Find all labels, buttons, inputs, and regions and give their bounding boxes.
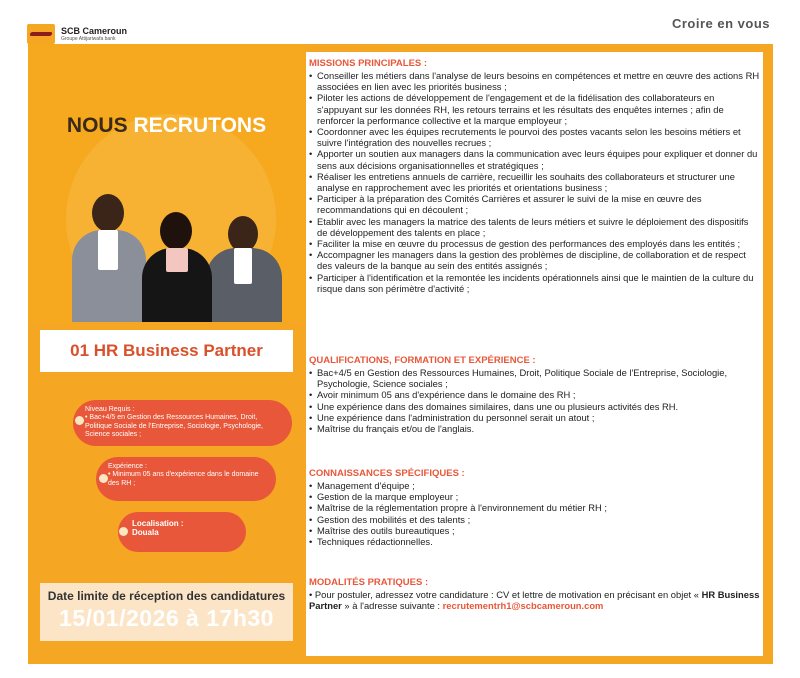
timeline-dot [119, 527, 128, 536]
application-email-link[interactable]: recrutementrh1@scbcameroun.com [442, 600, 604, 612]
list-item: • Accompagner les managers dans la gestion des problèmes de discipline, de collaboration et de respect des valeurs de la banque au sein des entités assignés ; [309, 249, 761, 271]
timeline-dot [75, 416, 84, 425]
list-item: • Etablir avec les managers la matrice des talents de leurs métiers et suivre le déploiement des dispositifs de développement des talents en place ; [309, 216, 761, 238]
requirement-level-heading: Niveau Requis : [85, 406, 135, 413]
brand-subtitle: Groupe Attijariwafa bank [61, 35, 116, 42]
list-item: • Maîtrise du français et/ou de l'anglais. [309, 423, 761, 434]
list-item: • Coordonner avec les équipes recrutements le pourvoi des postes vacants selon les besoins métiers et suivre l'intégration des nouvelles recrues ; [309, 126, 761, 148]
requirement-location-text: Douala [132, 528, 159, 537]
list-item: • Management d'équipe ; [309, 480, 761, 491]
practical-section [309, 577, 761, 611]
qualifications-list [309, 367, 761, 434]
knowledge-section [309, 468, 761, 547]
missions-section [309, 58, 761, 294]
list-item: • Une expérience dans des domaines similaires, dans une ou plusieurs activités des RH. [309, 401, 761, 412]
requirement-experience-pill [96, 457, 276, 501]
list-item: • Conseiller les métiers dans l'analyse de leurs besoins en compétences et mettre en œuvre des actions RH associées en lien avec les priorités business ; [309, 70, 761, 92]
list-item: • Participer à l'identification et la remontée les incidents opérationnels ainsi que le maintien de la culture du risque dans son périmètre d'activité ; [309, 272, 761, 294]
qualifications-section [309, 355, 761, 434]
hero-section [28, 44, 305, 322]
missions-title: MISSIONS PRINCIPALES : [309, 58, 428, 69]
list-item: • Bac+4/5 en Gestion des Ressources Humaines, Droit, Politique Sociale de l'Entreprise, Sociologie, Psychologie, Science sociales ; [309, 367, 761, 389]
tagline: Croire en vous [671, 16, 770, 31]
company-logo [27, 24, 127, 44]
practical-title: MODALITÉS PRATIQUES : [309, 577, 429, 588]
job-title: 01 HR Business Partner [40, 330, 293, 372]
list-item: • Techniques rédactionnelles. [309, 536, 761, 547]
list-item: • Faciliter la mise en œuvre du processus de gestion des performances des employés dans les entités ; [309, 238, 761, 249]
qualifications-title: QUALIFICATIONS, FORMATION ET EXPÉRIENCE : [309, 355, 536, 366]
deadline-date: 15/01/2026 à 17h30 [59, 605, 274, 631]
list-item: • Participer à la préparation des Comités Carrières et assurer le suivi de la mise en œuvre des recommandations qui en découlent ; [309, 193, 761, 215]
requirement-level-text: • Bac+4/5 en Gestion des Ressources Humaines, Droit, Politique Sociale de l'Entreprise, Sociologie, Psychologie, Science sociales ; [85, 414, 263, 438]
knowledge-list [309, 480, 761, 547]
list-item: • Piloter les actions de développement de l'engagement et de la fidélisation des collaborateurs en s'appuyant sur les données RH, les retours terrains et les résultats des enquêtes internes ; afin de renforcer la performance collective et la marque employeur ; [309, 92, 761, 126]
hero-title: NOUS RECRUTONS [66, 114, 267, 137]
list-item: • Réaliser les entretiens annuels de carrière, recueillir les souhaits des collaborateurs et structurer une analyse en rapprochement avec les priorités et orientations business ; [309, 171, 761, 193]
list-item: • Avoir minimum 05 ans d'expérience dans le domaine des RH ; [309, 389, 761, 400]
requirement-experience-heading: Expérience : [108, 463, 147, 470]
list-item: • Maîtrise de la réglementation propre à l'environnement du métier RH ; [309, 502, 761, 513]
person-center-illustration [140, 212, 214, 322]
attijariwafa-logo-icon [27, 24, 55, 44]
deadline-box [40, 583, 293, 641]
list-item: • Une expérience dans l'administration du personnel serait un atout ; [309, 412, 761, 423]
missions-list [309, 70, 761, 294]
brand-name: SCB Cameroun [61, 25, 128, 36]
list-item: • Apporter un soutien aux managers dans la communication avec leurs équipes pour expliquer et donner du sens aux décisions organisationnelles et stratégiques ; [309, 148, 761, 170]
job-reference: HR Business Partner [309, 589, 760, 612]
requirement-experience-text: • Minimum 05 ans d'expérience dans le domaine des RH ; [108, 471, 259, 487]
list-item: • Maîtrise des outils bureautiques ; [309, 525, 761, 536]
requirement-location-pill [118, 512, 246, 552]
requirement-location-heading: Localisation : [132, 519, 184, 528]
list-item: • Gestion de la marque employeur ; [309, 491, 761, 502]
person-left-illustration [70, 194, 150, 322]
timeline-dot [99, 474, 108, 483]
deadline-label: Date limite de réception des candidatures [47, 589, 286, 603]
job-details-panel [306, 52, 763, 656]
list-item: • Gestion des mobilités et des talents ; [309, 514, 761, 525]
person-right-illustration [206, 216, 282, 322]
practical-text: • Pour postuler, adressez votre candidature : CV et lettre de motivation en précisant en objet « HR Business Partner » à l'adresse suivante : recrutementrh1@scbcameroun.com [309, 589, 760, 612]
requirement-level-pill [73, 400, 292, 446]
knowledge-title: CONNAISSANCES SPÉCIFIQUES : [309, 468, 465, 479]
